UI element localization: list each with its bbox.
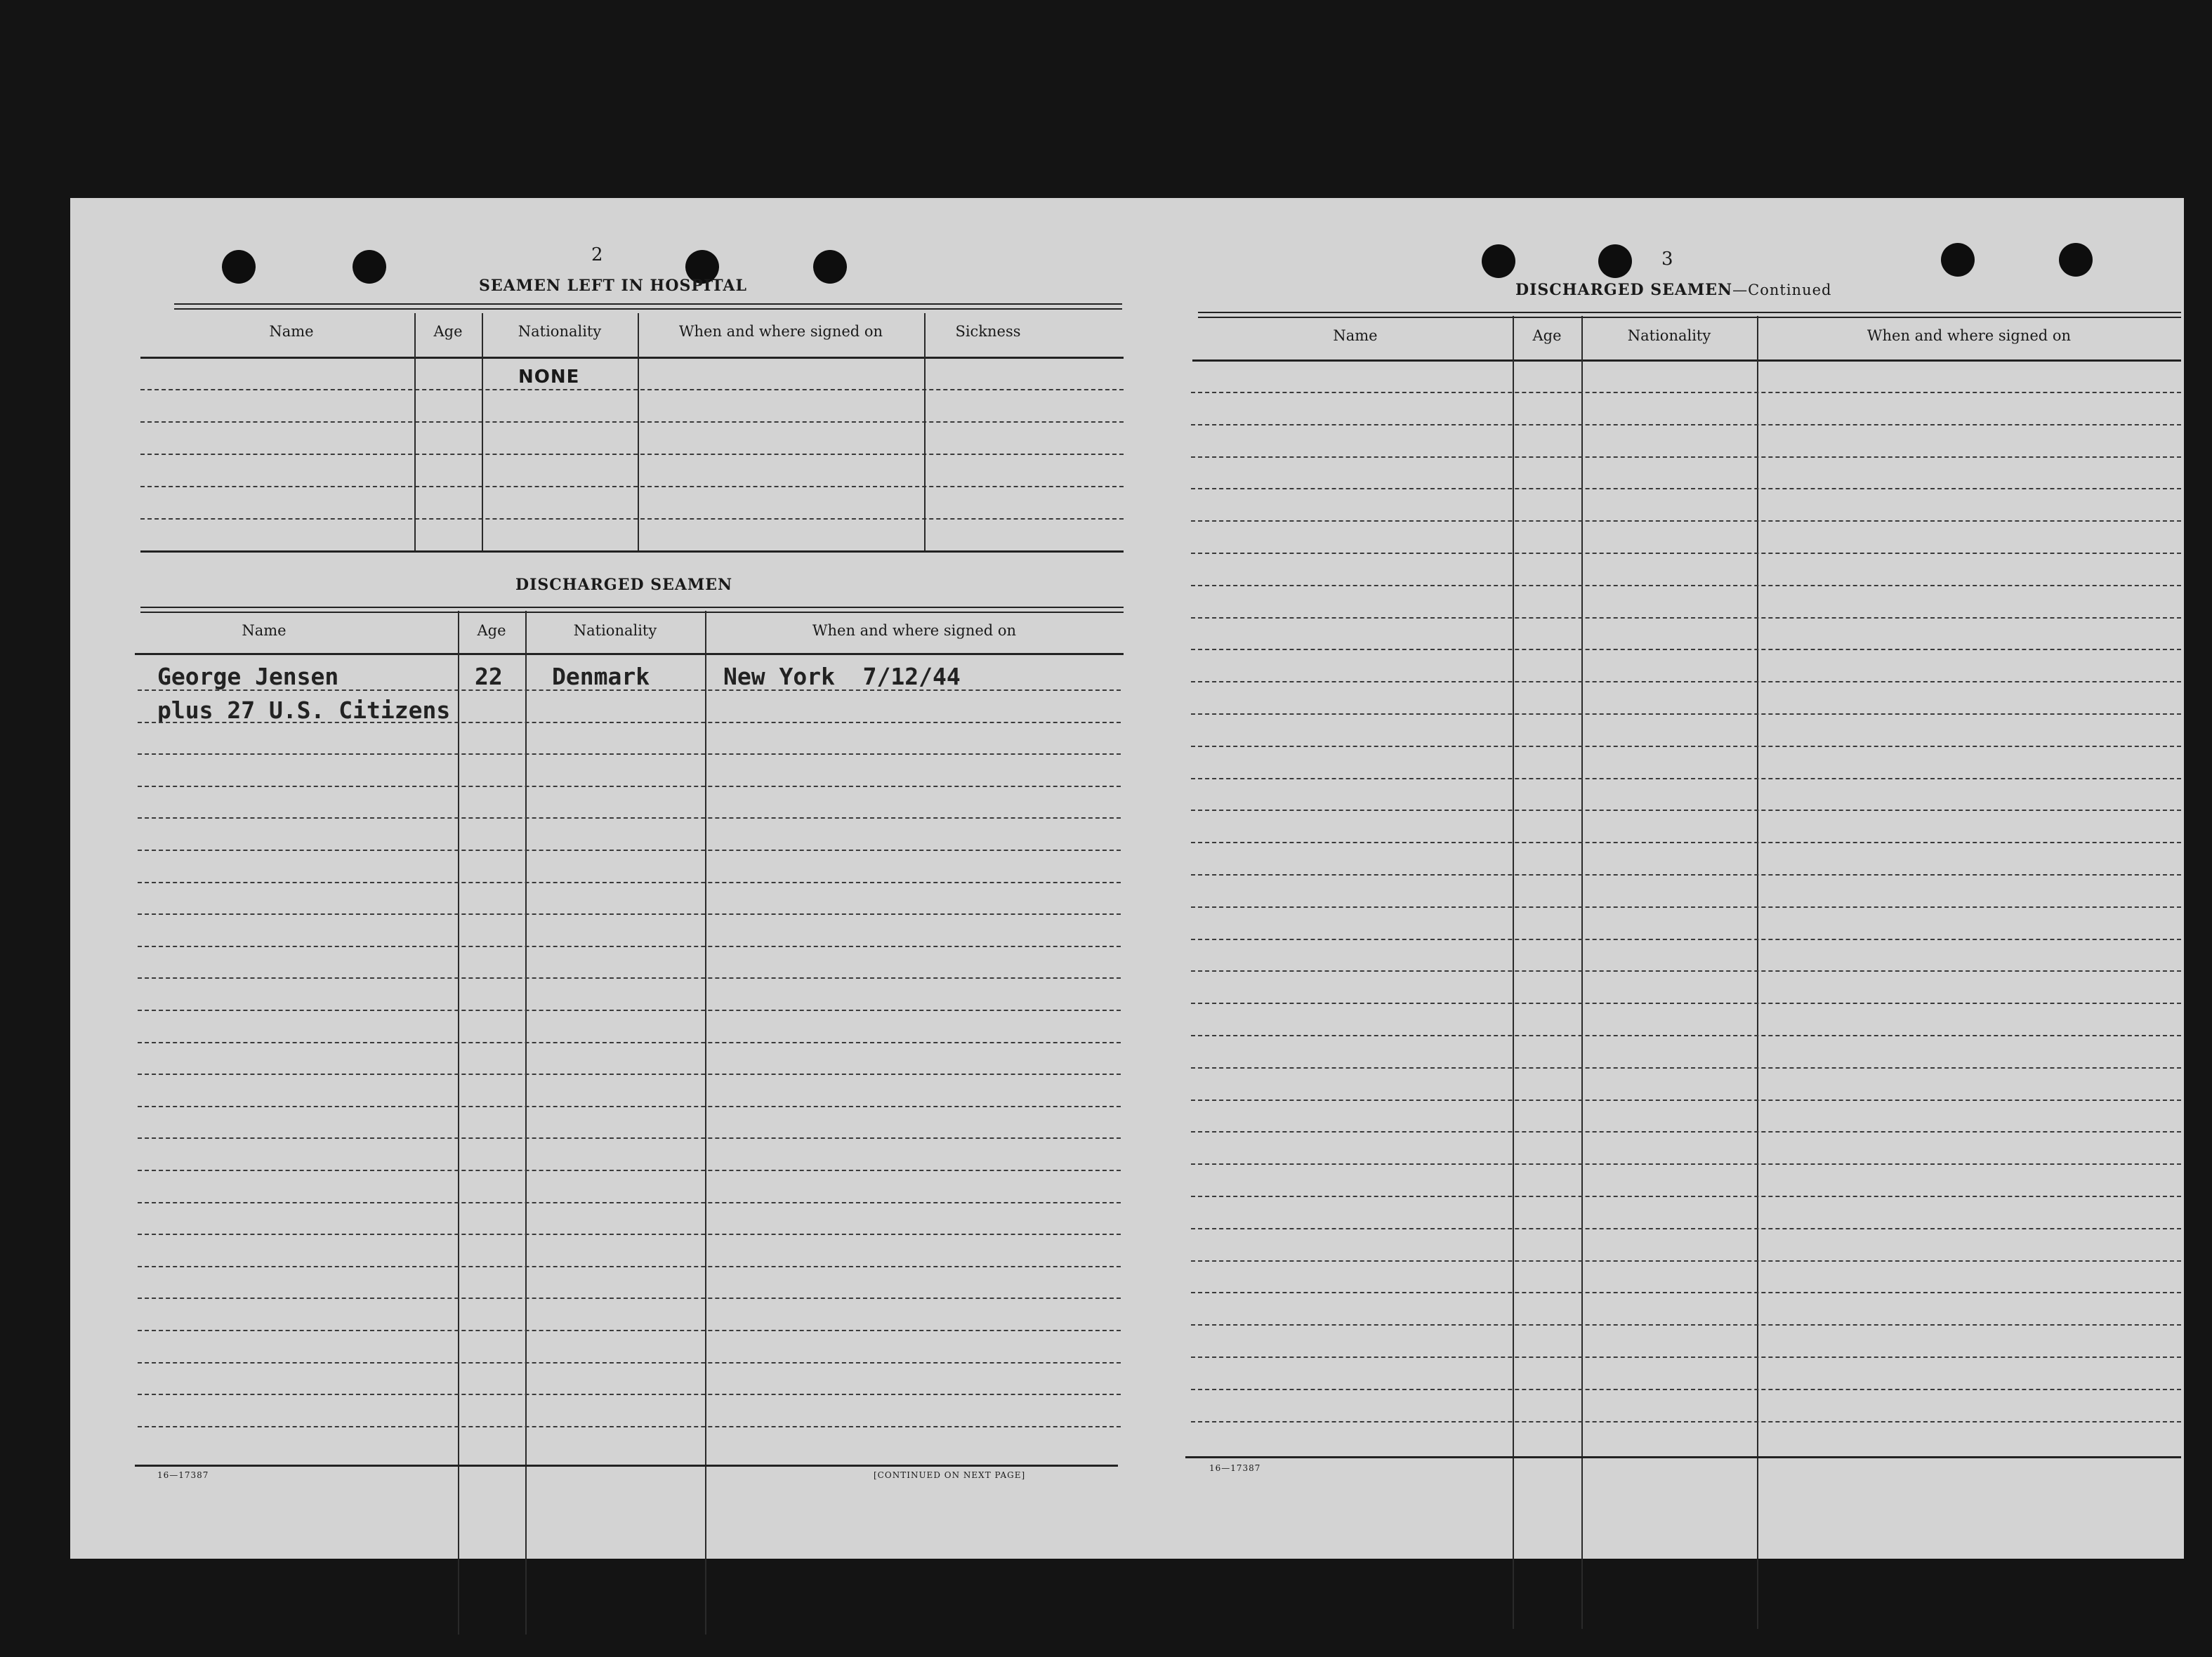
punch-hole	[1941, 243, 1975, 277]
hospital-row-rule	[140, 454, 1124, 455]
ruled-line	[1191, 713, 2181, 715]
ruled-line	[1191, 520, 2181, 522]
ruled-line	[138, 1202, 1121, 1203]
discharged-col-signed-on: When and where signed on	[812, 622, 1017, 639]
right-table-top-rule	[1198, 312, 2181, 318]
ruled-line	[1191, 553, 2181, 554]
discharged-col-age: Age	[477, 622, 506, 639]
hospital-section-title: SEAMEN LEFT IN HOSPITAL	[479, 277, 747, 295]
hospital-row-rule	[140, 518, 1124, 520]
ruled-line	[138, 1362, 1121, 1364]
ruled-line	[1191, 681, 2181, 682]
ruled-line	[138, 1010, 1121, 1011]
hospital-row-rule	[140, 486, 1124, 487]
hospital-col-divider	[482, 313, 483, 550]
ruled-line	[1191, 906, 2181, 908]
discharged-col-name: Name	[242, 622, 287, 639]
ruled-line	[1191, 1100, 2181, 1101]
hospital-row-rule	[140, 421, 1124, 423]
right-section-title-main: DISCHARGED SEAMEN	[1515, 281, 1733, 299]
right-col-nationality: Nationality	[1627, 327, 1711, 344]
ruled-line	[1191, 810, 2181, 811]
right-header-rule	[1192, 359, 2181, 362]
punch-hole	[222, 250, 256, 284]
ruled-line	[1191, 874, 2181, 876]
ruled-line	[1191, 939, 2181, 940]
seaman-name: George Jensen	[157, 663, 339, 690]
ruled-line	[138, 1106, 1121, 1107]
right-col-age: Age	[1532, 327, 1562, 344]
seaman-name: plus 27 U.S. Citizens	[157, 697, 451, 724]
ruled-line	[138, 913, 1121, 915]
ruled-line	[138, 722, 1121, 723]
discharged-col-divider	[525, 611, 527, 1635]
ruled-line	[1191, 617, 2181, 619]
ruled-line	[1191, 1003, 2181, 1004]
ruled-line	[1191, 1389, 2181, 1390]
left-form-number: 16—17387	[157, 1470, 209, 1480]
ruled-line	[1191, 842, 2181, 843]
ruled-line	[1191, 488, 2181, 489]
ruled-line	[138, 882, 1121, 883]
ruled-line	[138, 977, 1121, 979]
punch-hole	[813, 250, 847, 284]
discharged-col-divider	[705, 611, 706, 1635]
ruled-line	[1191, 392, 2181, 393]
seaman-signed-on: New York 7/12/44	[723, 663, 961, 690]
ruled-line	[1191, 778, 2181, 779]
ruled-line	[1191, 1324, 2181, 1326]
ruled-line	[1191, 1260, 2181, 1262]
right-col-signed-on: When and where signed on	[1867, 327, 2072, 344]
ruled-line	[1191, 1131, 2181, 1133]
seaman-age: 22	[475, 663, 503, 690]
ruled-line	[138, 753, 1121, 755]
right-page-number: 3	[1661, 249, 1673, 270]
ruled-line	[138, 786, 1121, 787]
ruled-line	[1191, 424, 2181, 425]
right-section-title	[1515, 281, 1831, 299]
discharged-header-rule	[135, 653, 1124, 655]
right-section-title-suffix: —Continued	[1732, 282, 1832, 298]
right-col-name: Name	[1333, 327, 1378, 344]
manifest-sheet	[70, 198, 2184, 1559]
ruled-line	[1191, 585, 2181, 586]
punch-hole	[353, 250, 386, 284]
right-col-divider	[1513, 316, 1514, 1629]
punch-hole	[2059, 243, 2093, 277]
hospital-row-rule	[140, 389, 1124, 390]
ruled-line	[1191, 456, 2181, 458]
ruled-line	[138, 1042, 1121, 1043]
hospital-col-divider	[924, 313, 926, 550]
ruled-line	[138, 1394, 1121, 1395]
ruled-line	[1191, 746, 2181, 747]
ruled-line	[1191, 1356, 2181, 1358]
ruled-line	[138, 1137, 1121, 1139]
right-col-divider	[1757, 316, 1758, 1629]
discharged-col-nationality: Nationality	[573, 622, 657, 639]
ruled-line	[1191, 1421, 2181, 1422]
hospital-col-divider	[414, 313, 416, 550]
ruled-line	[1191, 649, 2181, 650]
hospital-col-name: Name	[269, 323, 314, 340]
hospital-col-nationality: Nationality	[518, 323, 602, 340]
ruled-line	[138, 850, 1121, 851]
ruled-line	[138, 1074, 1121, 1075]
ruled-line	[138, 1298, 1121, 1299]
hospital-col-sickness: Sickness	[955, 323, 1021, 340]
ruled-line	[138, 946, 1121, 947]
punch-hole	[1482, 244, 1515, 278]
hospital-header-rule	[140, 357, 1124, 359]
hospital-col-signed-on: When and where signed on	[678, 323, 883, 340]
continued-note: [CONTINUED ON NEXT PAGE]	[874, 1470, 1026, 1480]
discharged-section-title: DISCHARGED SEAMEN	[515, 576, 733, 594]
ruled-line	[1191, 1228, 2181, 1229]
ruled-line	[138, 817, 1121, 819]
seaman-nationality: Denmark	[552, 663, 650, 690]
ruled-line	[1191, 1196, 2181, 1197]
right-col-divider	[1581, 316, 1583, 1629]
none-stamp: NONE	[518, 367, 580, 388]
hospital-col-age: Age	[433, 323, 463, 340]
ruled-line	[138, 1266, 1121, 1267]
ruled-line	[138, 1426, 1121, 1427]
ruled-line	[1191, 1292, 2181, 1293]
ruled-line	[138, 1170, 1121, 1171]
ruled-line	[1191, 970, 2181, 972]
discharged-col-divider	[458, 611, 459, 1635]
punch-hole	[1598, 244, 1632, 278]
hospital-table-top-rule	[174, 303, 1122, 310]
ruled-line	[1191, 1163, 2181, 1165]
discharged-bottom-rule	[135, 1465, 1118, 1467]
right-form-number: 16—17387	[1209, 1463, 1261, 1473]
ruled-line	[1191, 1067, 2181, 1069]
ruled-line	[138, 1330, 1121, 1331]
ruled-line	[138, 689, 1121, 691]
ruled-line	[1191, 1035, 2181, 1036]
discharged-table-top-rule	[140, 607, 1124, 613]
ruled-line	[138, 1234, 1121, 1235]
right-bottom-rule	[1185, 1456, 2181, 1458]
hospital-col-divider	[638, 313, 639, 550]
hospital-bottom-rule	[140, 550, 1124, 553]
left-page-number: 2	[591, 244, 603, 265]
